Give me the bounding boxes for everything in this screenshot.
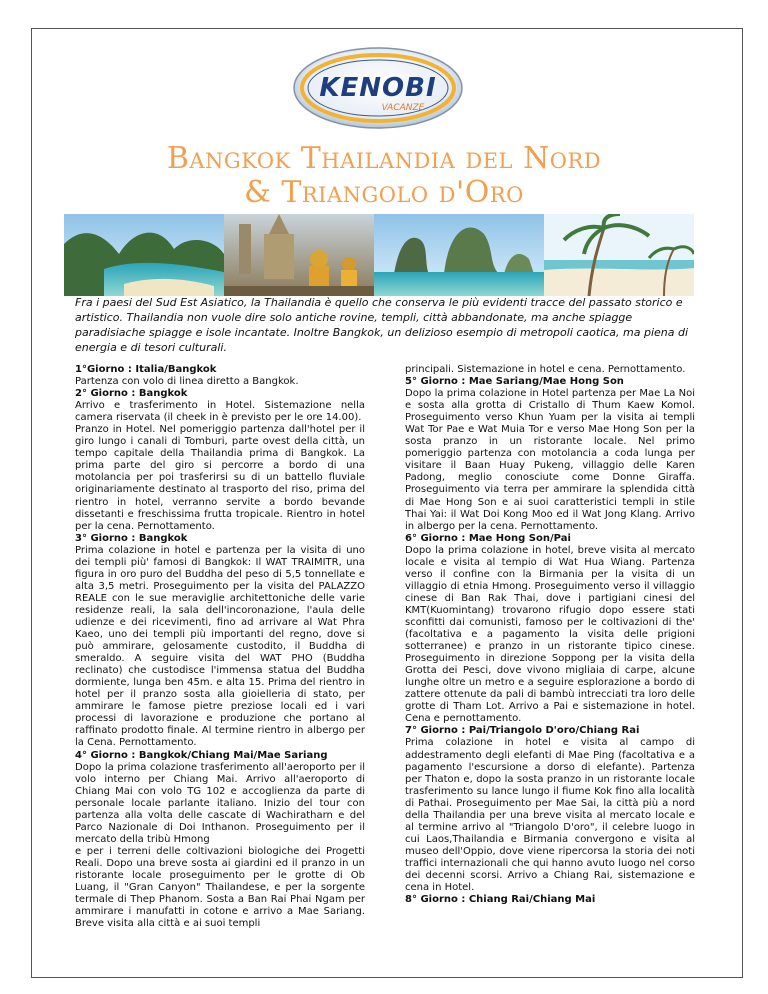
day-paragraph: Arrivo e trasferimento in Hotel. Sistemazione nella camera riservata (il cheek in è previsto per le ore 14.00). <box>75 400 365 424</box>
photo-karst <box>374 214 544 296</box>
day-heading: 8° Giorno : Chiang Rai/Chiang Mai <box>405 894 596 906</box>
logo-wordmark: KENOBI <box>319 73 437 103</box>
photo-beach <box>544 214 694 296</box>
itinerary-column-left <box>75 364 365 930</box>
day-heading: 4° Giorno : Bangkok/Chiang Mai/Mae Sariang <box>75 749 328 761</box>
title-line-1: Bangkok Thailandia del Nord <box>166 141 602 176</box>
day-heading: 5° Giorno : Mae Sariang/Mae Hong Son <box>405 376 624 388</box>
day-paragraph: Pranzo in Hotel. Nel pomeriggio partenza dall'hotel per il giro lungo i canali di Tomburi, parte ovest della città, un tempo capitale della Thailandia prima di Bangkok. La prima parte del giro si percorre a bordo di una motolancia per poi trasferirsi su di un battello fluviale originariamente destinato al trasporto del riso, prima del rientro in hotel, verranno servite a bordo bevande dissetanti e freschissima frutta tropicale. Rientro in hotel per la cena. Pernottamento. <box>75 424 365 532</box>
logo-tagline: VACANZE <box>381 103 425 113</box>
photo-banner <box>64 214 694 296</box>
day-paragraph: Dopo la prima colazione trasferimento all'aeroporto per il volo interno per Chiang Mai. Arrivo all'aeroporto di Chiang Mai con volo TG 102 e accoglienza da parte di personale locale parlante italiano. Inizio del tour con partenza alla volta delle cascate di Wachiratharn e del Parco Nazionale di Doi Inthanon. Proseguimento per il mercato della tribù Hmong <box>75 761 365 845</box>
day-heading: 2° Giorno : Bangkok <box>75 388 188 400</box>
day-paragraph: Prima colazione in hotel e partenza per la visita di uno dei templi più' famosi di Bangkok: Il WAT TRAIMITR, una figura in oro puro del Buddha del peso di 5,5 tonnellate e alta 3,5 metri. Proseguimento per la visita del PALAZZO REALE con le sue meraviglie architettoniche delle varie residenze reali, la sala dell'incoronazione, l'aula delle udienze e dei ricevimenti, fino ad arrivare al Wat Phra Kaeo, uno dei templi più importanti del regno, dove si può ammirare, gelosamente custodito, il Buddha di smeraldo. A seguire visita del WAT PHO (Buddha reclinato) che custodisce l'immensa statua del Buddha dormiente, lunga ben 45m. e alta 15. Prima del rientro in hotel per il pranzo sosta alla gioielleria di stato, per ammirare le famose pietre preziose locali ed i vari processi di lavorazione e produzione che portano al raffinato prodotto finale. Al termine rientro in albergo per la Cena. Pernottamento. <box>75 544 365 749</box>
title-line-2: & Triangolo d'Oro <box>244 175 524 210</box>
itinerary-column-right <box>405 364 695 906</box>
day-paragraph: principali. Sistemazione in hotel e cena. Pernottamento. <box>405 364 686 375</box>
day-heading: 6° Giorno : Mae Hong Son/Pai <box>405 532 571 544</box>
day-paragraph: Dopo la prima colazione in Hotel partenza per Mae La Noi e sosta alla grotta di Cristallo di Thum Kaew Komol. Proseguimento verso Khun Yuam per la visita ai templi Wat Tor Pae e Wat Muia Tor e verso Mae Hong Son per la sosta pranzo in un ristorante locale. Nel primo pomeriggio partenza con motolancia a coda lunga per visitare il Baan Huay Pukeng, villaggio delle Karen Padong, meglio conosciute come Donne Giraffa. Proseguimento via terra per ammirare la splendida città di Mae Hong Son e ai suoi caratteristici templi in stile Thai Yai: il Wat Doi Kong Moo ed il Wat Jong Klang. Arrivo in albergo per la cena. Pernottamento. <box>405 388 695 532</box>
intro-paragraph: Fra i paesi del Sud Est Asiatico, la Thailandia è quello che conserva le più evidenti tracce del passato storico e artistico. Thailandia non vuole dire solo antiche rovine, templi, città abbandonate, ma anche spiagge paradisiache spiagge e isole incantate. Inoltre Bangkok, un delizioso esempio di metropoli caotica, ma piena di energia e di tesori culturali. <box>75 296 689 354</box>
day-heading: 3° Giorno : Bangkok <box>75 532 188 544</box>
day-paragraph: Dopo la prima colazione in hotel, breve visita al mercato locale e visita al tempio di Wat Hua Wiang. Partenza verso il confine con la Birmania per la visita di un villaggio di etnia Hmong. Proseguimento verso il villaggio cinese di Ban Rak Thai, dove i partigiani cinesi del KMT(Kuomintang) trovarono rifugio dopo essere stati sconfitti dai comunisti, famoso per le coltivazioni di the' (facoltativa e a pagamento la visita delle prigioni sotterranee) e pranzo in un ristorante tipico cinese. Proseguimento in direzione Soppong per la visita della Grotta dei Pesci, dove vivono migliaia di carpe, alcune lunghe oltre un metro e a seguire esplorazione a bordo di zattere ottenute da pali di bambù intrecciati tra loro delle grotte di Tham Lot. Arrivo a Pai e sistemazione in hotel. Cena e pernottamento. <box>405 544 695 725</box>
kenobi-logo <box>291 44 465 132</box>
photo-islands <box>64 214 224 296</box>
day-heading: 7° Giorno : Pai/Triangolo D'oro/Chiang Rai <box>405 725 640 737</box>
day-paragraph: Prima colazione in hotel e visita al campo di addestramento degli elefanti di Mae Ping (facoltativa e a pagamento l'escursione a dorso di elefante). Partenza per Thaton e, dopo la sosta pranzo in un ristorante locale trasferimento su lance lungo il fiume Kok fino alla località di Pathai. Proseguimento per Mae Sai, la città più a nord della Thailandia per una breve visita al mercato locale e al termine arrivo al "Triangolo D'oro", il celebre luogo in cui Laos,Thailandia e Birmania convergono e visita al museo dell'Oppio, dove viene ripercorsa la storia dei noti traffici internazionali che qui hanno avuto luogo nel corso dei decenni scorsi. Arrivo a Chiang Rai, sistemazione e cena in Hotel. <box>405 737 695 894</box>
day-heading: 1°Giorno : Italia/Bangkok <box>75 364 217 375</box>
page-title <box>80 142 688 210</box>
day-paragraph: e per i terreni delle coltivazioni biologiche dei Progetti Reali. Dopo una breve sosta ai giardini ed il pranzo in un ristorante locale proseguimento per le grotte di Ob Luang, il "Gran Canyon" Thailandese, e per la sorgente termale di Thep Phanom. Sosta a Ban Rai Phai Ngam per ammirare i manufatti in cotone e arrivo a Mae Sariang. Breve visita alla città e ai suoi templi <box>75 845 365 930</box>
day-paragraph: Partenza con volo di linea diretto a Bangkok. <box>75 376 299 388</box>
photo-buddhas <box>224 214 374 296</box>
